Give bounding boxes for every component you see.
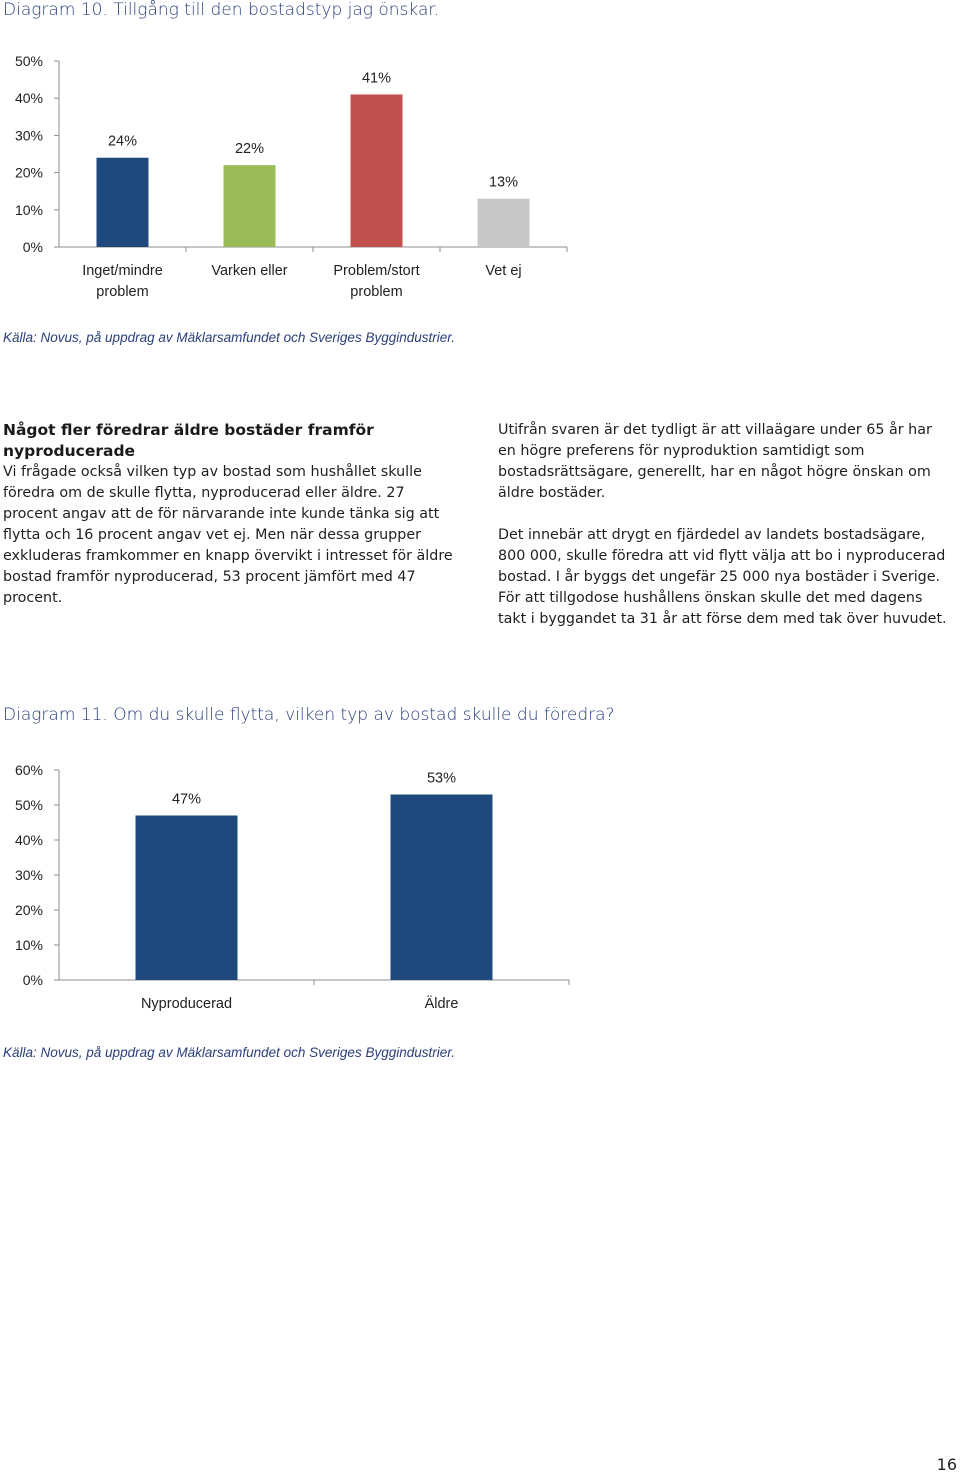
y-tick-label: 10% <box>14 201 43 218</box>
y-tick-label: 20% <box>14 902 43 918</box>
category-label: Vet ej <box>485 263 522 279</box>
y-tick-label: 40% <box>14 90 43 107</box>
bar <box>351 94 403 247</box>
data-label: 24% <box>107 133 138 150</box>
article-left-paragraph: Vi frågade också vilken typ av bostad som hushållet skulle föredra om de skulle flytta, nyproducerad eller äldre. 27 procent angav att de för närvarande inte kunde tänka sig att flytta och 16 procent angav vet ej. Men när dessa grupper exkluderas framkommer en knapp övervikt i intresset för äldre bostad framför nyproducerad, 53 procent jämfört med 47 procent. <box>3 464 453 606</box>
diagram-10-title: Diagram 10. Tillgång till den bostadstyp jag önskar. <box>3 0 440 20</box>
bar <box>478 199 530 247</box>
y-tick-label: 10% <box>14 937 43 953</box>
diagram-11-source: Källa: Novus, på uppdrag av Mäklarsamfundet och Sveriges Byggindustrier. <box>3 1045 455 1060</box>
category-label: Problem/stort <box>333 263 420 279</box>
data-label: 13% <box>488 174 519 191</box>
article-right-paragraph-2: Det innebär att drygt en fjärdedel av landets bostadsägare, 800 000, skulle föredra att vid flytt välja att bo i nyproducerad bostad. I år byggs det ungefär 25 000 nya bostäder i Sverige. För att tillgodose hushållens önskan skulle det med dagens takt i byggandet ta 31 år att förse dem med tak över huvudet. <box>498 527 947 627</box>
category-label: problem <box>350 284 403 300</box>
category-label: Varken eller <box>211 263 288 279</box>
y-tick-label: 40% <box>14 832 43 848</box>
y-tick-label: 30% <box>14 127 43 144</box>
article-right-column <box>498 420 948 630</box>
category-label: Nyproducerad <box>140 996 233 1012</box>
article-right-paragraph-1: Utifrån svaren är det tydligt är att villaägare under 65 år har en högre preferens för nyproduktion samtidigt som bostadsrättsägare, generellt, har en något högre önskan om äldre bostäder. <box>498 422 932 501</box>
category-label: problem <box>96 284 149 300</box>
data-label: 53% <box>426 770 457 787</box>
y-tick-label: 0% <box>22 239 43 255</box>
y-tick-label: 0% <box>22 972 43 988</box>
page-number: 16 <box>936 1455 957 1474</box>
bar <box>97 158 149 247</box>
data-label: 41% <box>361 70 392 87</box>
article-heading: Något fler föredrar äldre bostäder framför nyproducerade <box>3 421 374 460</box>
diagram-10-bar-chart <box>0 40 600 310</box>
diagram-10-source: Källa: Novus, på uppdrag av Mäklarsamfundet och Sveriges Byggindustrier. <box>3 330 455 345</box>
diagram-11-title: Diagram 11. Om du skulle flytta, vilken typ av bostad skulle du föredra? <box>3 705 615 725</box>
y-tick-label: 50% <box>14 53 43 69</box>
y-tick-label: 30% <box>14 867 43 883</box>
y-tick-label: 20% <box>14 164 43 181</box>
bar <box>136 816 238 981</box>
category-label: Inget/mindre <box>82 263 163 279</box>
category-label: Äldre <box>424 996 459 1012</box>
y-tick-label: 50% <box>14 797 43 813</box>
bar <box>391 795 493 981</box>
diagram-11-bar-chart <box>0 755 600 1025</box>
y-tick-label: 60% <box>14 762 43 778</box>
bar <box>224 165 276 247</box>
data-label: 22% <box>234 141 265 158</box>
article-left-column <box>3 420 453 609</box>
data-label: 47% <box>171 791 202 808</box>
